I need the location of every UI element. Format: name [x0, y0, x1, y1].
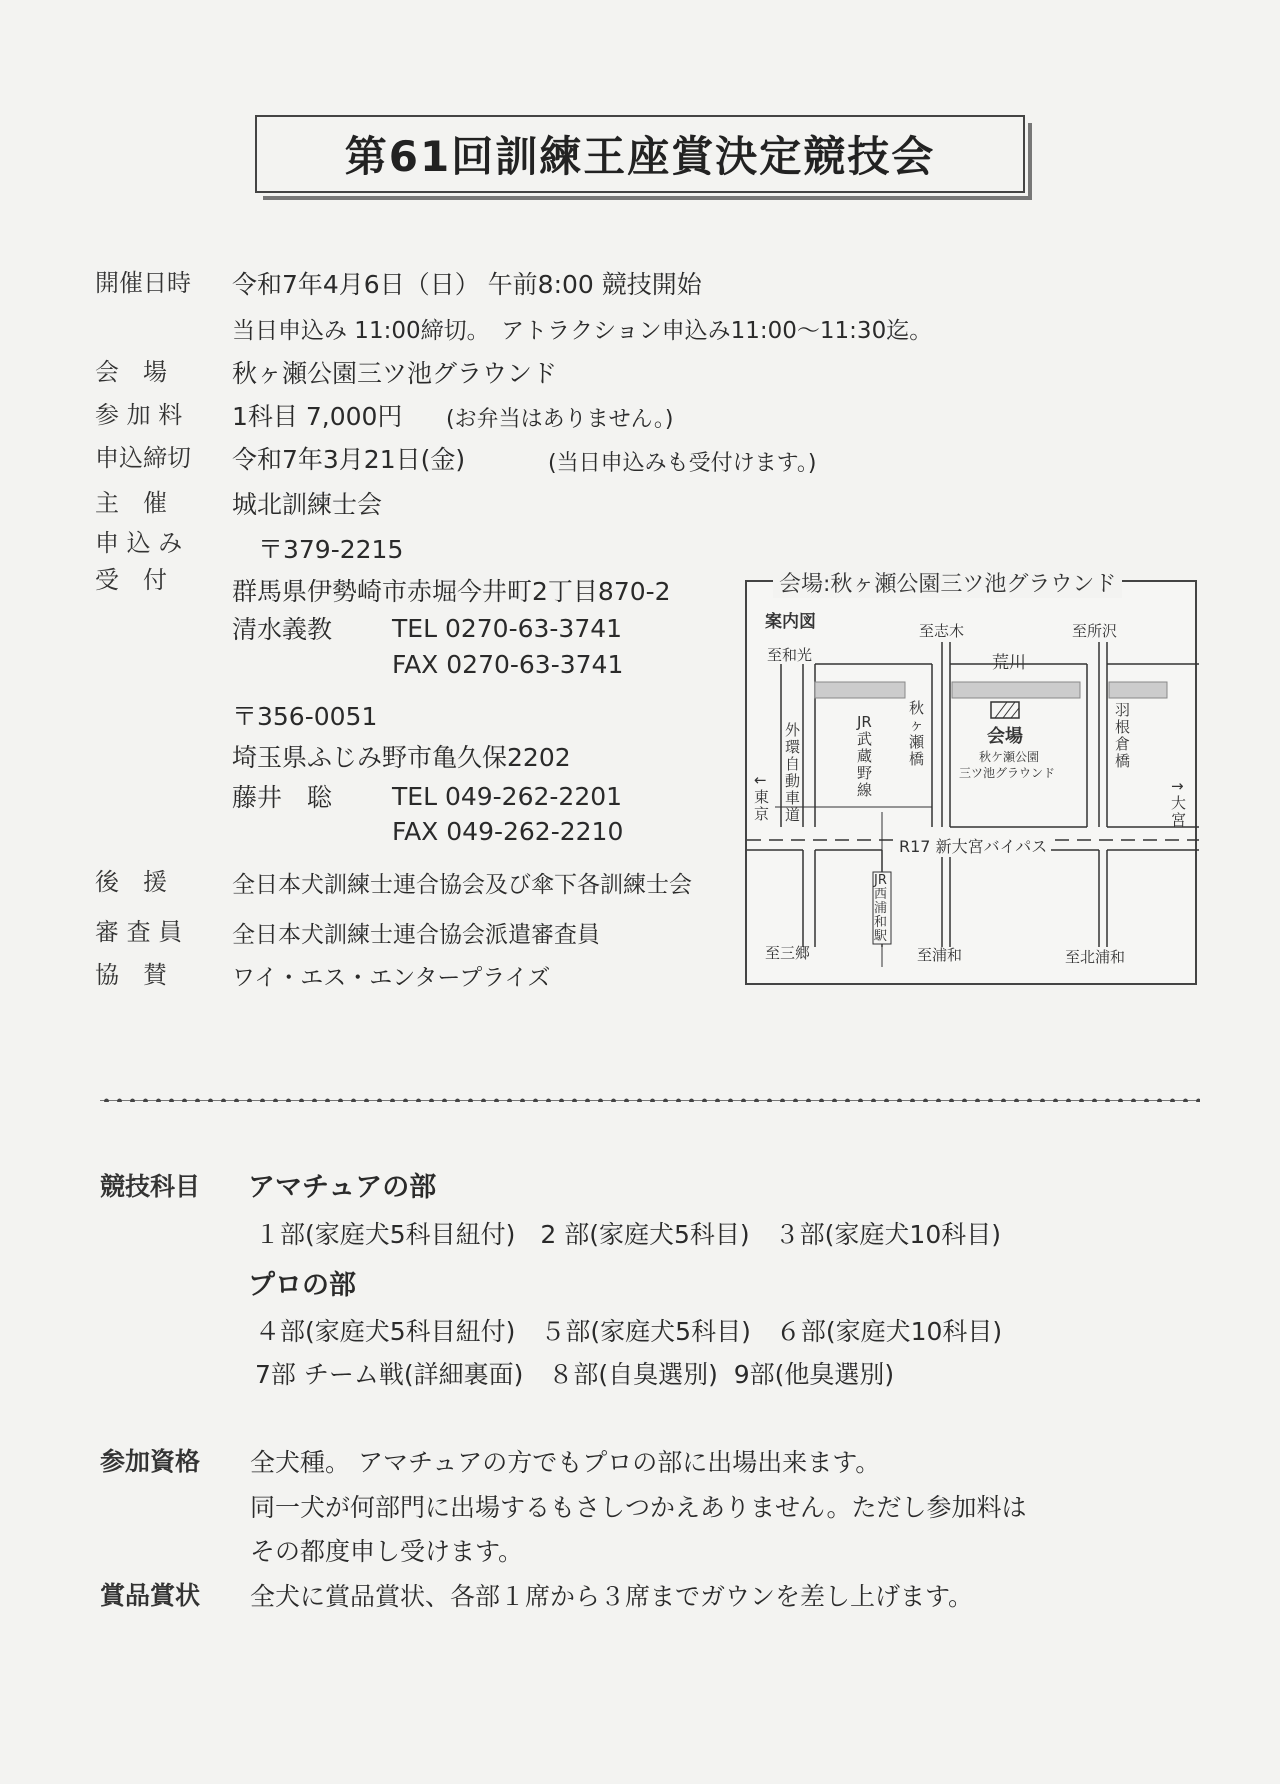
support-value: 全日本犬訓練士連合協会及び傘下各訓練士会 [232, 872, 692, 898]
support-label: 後 援 [95, 868, 167, 896]
venue-label: 会 場 [95, 358, 167, 386]
amateur-events: １部(家庭犬5科目紐付) 2 部(家庭犬5科目) ３部(家庭犬10科目) [255, 1220, 1001, 1249]
host-value: 城北訓練士会 [232, 490, 383, 519]
title-box [255, 115, 1025, 193]
map-akigase-bridge: 秋ヶ瀬橋 [909, 699, 925, 768]
eligibility-line1: 全犬種。 アマチュアの方でもプロの部に出場出来ます。 [250, 1448, 881, 1477]
amateur-heading: アマチュアの部 [248, 1172, 437, 1203]
map-to-wako: 至和光 [767, 646, 813, 664]
judges-value: 全日本犬訓練士連合協会派遣審査員 [232, 922, 600, 948]
map-to-shiki: 至志木 [919, 622, 965, 640]
contact1-address: 群馬県伊勢崎市赤堀今井町2丁目870-2 [232, 577, 671, 606]
contact2-fax: FAX 049-262-2210 [392, 817, 624, 846]
map-to-tokorozawa: 至所沢 [1072, 622, 1118, 640]
map-guide-label: 案内図 [765, 612, 816, 632]
venue-value: 秋ヶ瀬公園三ツ池グラウンド [232, 359, 558, 388]
reception-label: 受 付 [95, 566, 167, 594]
map-venue-label: 会場 [987, 726, 1023, 747]
pro-events-2: 7部 チーム戦(詳細裏面) ８部(自臭選別) 9部(他臭選別) [255, 1360, 895, 1389]
judges-label: 審 査 員 [95, 918, 183, 946]
contact2-address: 埼玉県ふじみ野市亀久保2202 [232, 743, 571, 772]
eligibility-line2: 同一犬が何部門に出場するもさしつかえありません。ただし参加料は [250, 1493, 1027, 1522]
map-roads [747, 582, 1199, 987]
dotted-divider [100, 1098, 1200, 1102]
date-value: 令和7年4月6日（日） 午前8:00 競技開始 [232, 270, 702, 299]
prizes-label: 賞品賞状 [100, 1581, 201, 1610]
map-hanekura-bridge: 羽根倉橋 [1115, 701, 1131, 770]
deadline-value: 令和7年3月21日(金) [232, 445, 466, 474]
map-omiya: →大宮 [1171, 777, 1187, 829]
page-title: 第61回訓練王座賞決定競技会 [344, 132, 936, 181]
sponsor-label: 協 賛 [95, 961, 167, 989]
deadline-label: 申込締切 [95, 444, 191, 472]
map-venue-name2: 三ツ池グラウンド [959, 766, 1056, 780]
map-to-kitaurawa: 至北浦和 [1065, 948, 1126, 966]
map-r17: R17 新大宮バイパス [895, 834, 1051, 857]
contact1-name: 清水義教 [232, 615, 333, 644]
fee-note: (お弁当はありません。) [446, 407, 674, 432]
map-gaikan: 外環自動車道 [785, 721, 801, 824]
map-to-misato: 至三郷 [765, 944, 811, 962]
eligibility-line3: その都度申し受けます。 [250, 1537, 524, 1566]
date-note: 当日申込み 11:00締切。 アトラクション申込み11:00〜11:30迄。 [232, 318, 933, 344]
map-title: 会場:秋ヶ瀬公園三ツ池グラウンド [773, 567, 1122, 598]
contact1-tel: TEL 0270-63-3741 [392, 614, 623, 643]
map-tokyo: ←東京 [754, 771, 770, 823]
venue-map [745, 580, 1197, 985]
map-venue-name1: 秋ケ瀬公園 [979, 750, 1040, 764]
map-jr-musashino: JR武蔵野線 [857, 713, 873, 799]
contact1-fax: FAX 0270-63-3741 [392, 650, 624, 679]
sponsor-value: ワイ・エス・エンタープライズ [232, 965, 551, 991]
pro-events-1: ４部(家庭犬5科目紐付) ５部(家庭犬5科目) ６部(家庭犬10科目) [255, 1317, 1003, 1346]
pro-heading: プロの部 [248, 1270, 356, 1301]
events-label: 競技科目 [100, 1172, 201, 1201]
map-to-urawa: 至浦和 [917, 946, 963, 964]
deadline-note: (当日申込みも受付けます。) [548, 451, 817, 476]
contact1-postal: 〒379-2215 [258, 535, 404, 564]
date-label: 開催日時 [95, 269, 191, 297]
prizes-value: 全犬に賞品賞状、各部１席から３席までガウンを差し上げます。 [250, 1582, 974, 1611]
fee-value: 1科目 7,000円 [232, 402, 403, 431]
contact2-postal: 〒356-0051 [232, 702, 378, 731]
fee-label: 参 加 料 [95, 401, 183, 429]
map-river: 荒川 [992, 653, 1026, 673]
eligibility-label: 参加資格 [100, 1447, 201, 1476]
apply-label: 申 込 み [95, 529, 183, 557]
contact2-name: 藤井 聡 [232, 783, 333, 812]
contact2-tel: TEL 049-262-2201 [392, 782, 623, 811]
host-label: 主 催 [95, 489, 167, 517]
map-jr-station: JR西浦和駅 [874, 873, 888, 944]
